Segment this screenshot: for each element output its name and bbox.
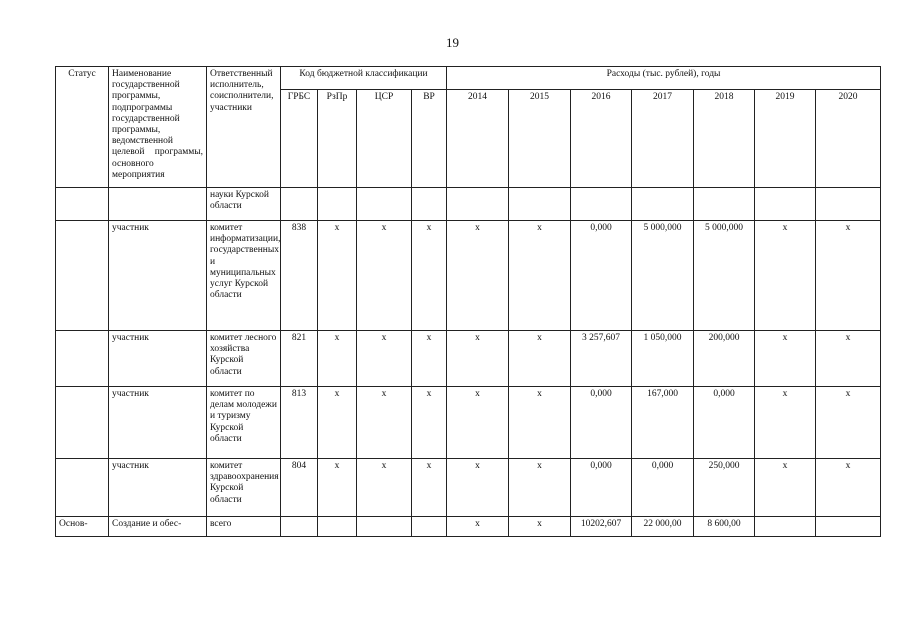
cell-grbs <box>281 517 318 537</box>
cell-2017: 0,000 <box>632 459 694 517</box>
cell-rzpr: х <box>318 459 357 517</box>
cell-vr <box>412 188 447 221</box>
cell-2014: х <box>447 459 509 517</box>
cell-responsible: науки Курской области <box>207 188 281 221</box>
cell-csr <box>357 517 412 537</box>
cell-2018: 0,000 <box>694 387 755 459</box>
header-row-1 <box>56 67 881 90</box>
cell-2018 <box>694 188 755 221</box>
cell-2017: 22 000,00 <box>632 517 694 537</box>
cell-rzpr: х <box>318 221 357 331</box>
cell-csr: х <box>357 331 412 387</box>
cell-2019: х <box>755 387 816 459</box>
cell-2016: 0,000 <box>571 387 632 459</box>
header-year-2015: 2015 <box>509 90 571 188</box>
cell-2020 <box>816 517 881 537</box>
cell-2015 <box>509 188 571 221</box>
cell-2015: х <box>509 331 571 387</box>
table-row <box>56 188 881 221</box>
cell-2019: х <box>755 331 816 387</box>
cell-2014: х <box>447 331 509 387</box>
cell-name: участник <box>109 387 207 459</box>
cell-status <box>56 221 109 331</box>
header-expenses: Расходы (тыс. рублей), годы <box>447 67 881 90</box>
cell-2018: 200,000 <box>694 331 755 387</box>
cell-2014: х <box>447 517 509 537</box>
cell-2016 <box>571 188 632 221</box>
cell-vr: х <box>412 459 447 517</box>
cell-responsible: комитет информатизации, государственных и муниципальных услуг Курской области <box>207 221 281 331</box>
header-vr: ВР <box>412 90 447 188</box>
cell-rzpr <box>318 517 357 537</box>
cell-status <box>56 459 109 517</box>
cell-2019 <box>755 188 816 221</box>
cell-grbs <box>281 188 318 221</box>
cell-2017: 1 050,000 <box>632 331 694 387</box>
header-year-2019: 2019 <box>755 90 816 188</box>
cell-2015: х <box>509 459 571 517</box>
cell-responsible: комитет по делам молодежи и туризму Курской области <box>207 387 281 459</box>
table-row <box>56 387 881 459</box>
header-status: Статус <box>56 67 109 188</box>
cell-status <box>56 331 109 387</box>
cell-2019: х <box>755 221 816 331</box>
cell-2017: 5 000,000 <box>632 221 694 331</box>
header-program-name: Наименование государственной программы, подпрограммы государственной программы, ведомственной целевой программы, основного мероприятия <box>109 67 207 188</box>
cell-name: участник <box>109 459 207 517</box>
table-row <box>56 331 881 387</box>
cell-grbs: 838 <box>281 221 318 331</box>
cell-rzpr: х <box>318 331 357 387</box>
cell-2016: 0,000 <box>571 221 632 331</box>
budget-table <box>55 66 881 537</box>
cell-2020: х <box>816 331 881 387</box>
header-csr: ЦСР <box>357 90 412 188</box>
cell-2019 <box>755 517 816 537</box>
cell-2016: 10202,607 <box>571 517 632 537</box>
cell-status <box>56 387 109 459</box>
cell-rzpr <box>318 188 357 221</box>
cell-rzpr: х <box>318 387 357 459</box>
cell-2016: 3 257,607 <box>571 331 632 387</box>
cell-2020: х <box>816 459 881 517</box>
cell-2018: 5 000,000 <box>694 221 755 331</box>
cell-2015: х <box>509 221 571 331</box>
cell-csr: х <box>357 459 412 517</box>
cell-2018: 250,000 <box>694 459 755 517</box>
cell-2015: х <box>509 387 571 459</box>
table-row <box>56 517 881 537</box>
cell-2020: х <box>816 387 881 459</box>
header-year-2016: 2016 <box>571 90 632 188</box>
table-row <box>56 459 881 517</box>
cell-grbs: 813 <box>281 387 318 459</box>
cell-2017: 167,000 <box>632 387 694 459</box>
cell-csr: х <box>357 387 412 459</box>
cell-vr <box>412 517 447 537</box>
cell-2020: х <box>816 221 881 331</box>
cell-responsible: комитет здравоохранения Курской области <box>207 459 281 517</box>
cell-2017 <box>632 188 694 221</box>
cell-grbs: 804 <box>281 459 318 517</box>
header-grbs: ГРБС <box>281 90 318 188</box>
header-year-2018: 2018 <box>694 90 755 188</box>
header-rzpr: РзПр <box>318 90 357 188</box>
header-year-2020: 2020 <box>816 90 881 188</box>
cell-name: участник <box>109 331 207 387</box>
header-year-2014: 2014 <box>447 90 509 188</box>
cell-name: Создание и обес- <box>109 517 207 537</box>
cell-vr: х <box>412 331 447 387</box>
cell-2018: 8 600,00 <box>694 517 755 537</box>
cell-responsible: всего <box>207 517 281 537</box>
cell-2019: х <box>755 459 816 517</box>
cell-vr: х <box>412 387 447 459</box>
header-budget-code: Код бюджетной классификации <box>281 67 447 90</box>
cell-status <box>56 188 109 221</box>
cell-csr <box>357 188 412 221</box>
cell-2016: 0,000 <box>571 459 632 517</box>
cell-2020 <box>816 188 881 221</box>
header-responsible: Ответственный исполнитель, соисполнители, участники <box>207 67 281 188</box>
cell-2014: х <box>447 221 509 331</box>
cell-csr: х <box>357 221 412 331</box>
page-number: 19 <box>446 35 459 50</box>
cell-responsible: комитет лесного хозяйства Курской области <box>207 331 281 387</box>
cell-grbs: 821 <box>281 331 318 387</box>
cell-2014: х <box>447 387 509 459</box>
cell-status: Основ- <box>56 517 109 537</box>
header-year-2017: 2017 <box>632 90 694 188</box>
cell-2014 <box>447 188 509 221</box>
table-row <box>56 221 881 331</box>
cell-name: участник <box>109 221 207 331</box>
cell-name <box>109 188 207 221</box>
cell-vr: х <box>412 221 447 331</box>
cell-2015: х <box>509 517 571 537</box>
